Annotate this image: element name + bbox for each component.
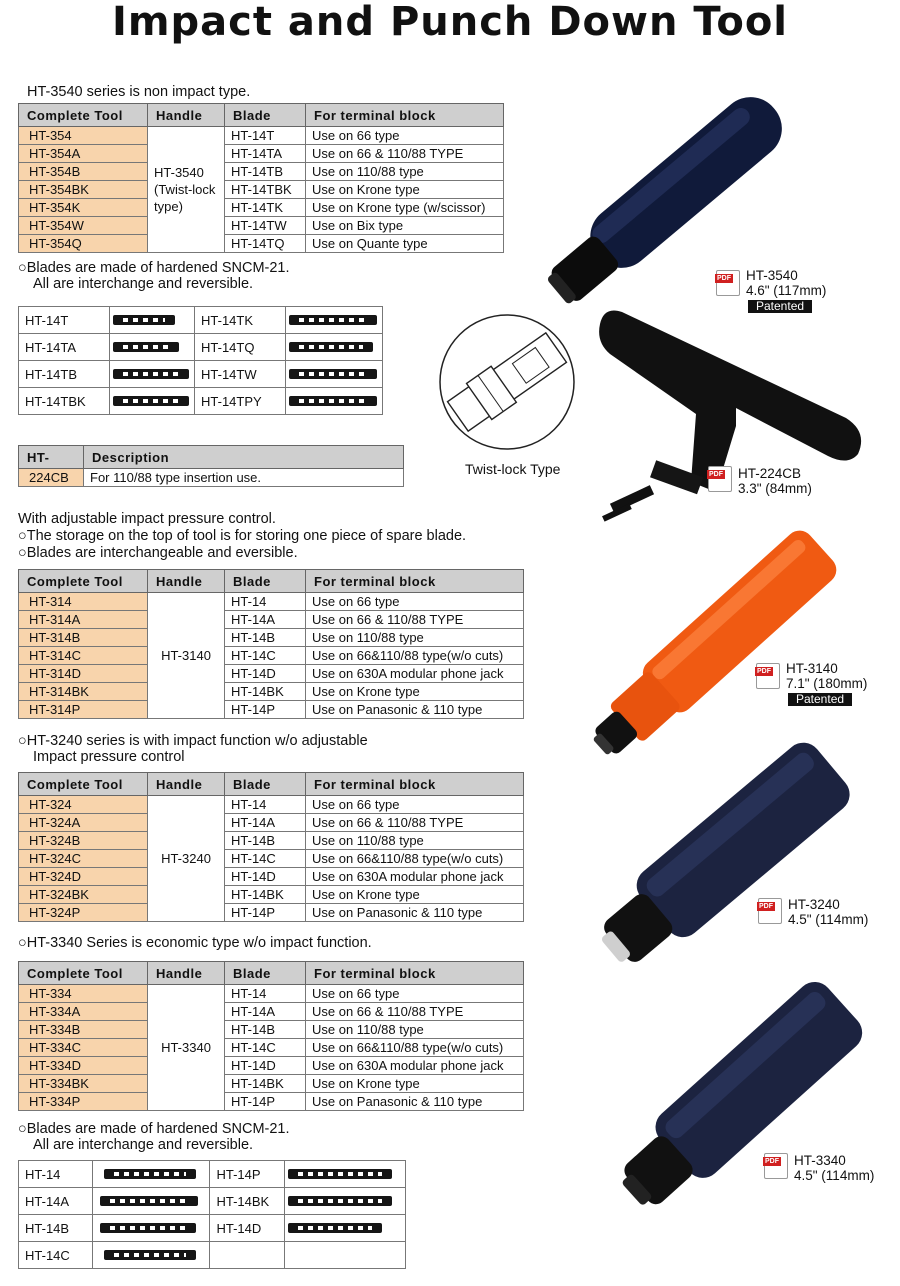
complete-tool-cell: HT-334P: [19, 1093, 148, 1111]
table-ht3540: [18, 103, 504, 253]
blade-cell: HT-14BK: [225, 1075, 306, 1093]
terminal-cell: Use on 66 type: [306, 593, 524, 611]
col-terminal-block: For terminal block: [306, 570, 524, 593]
table-row: [19, 850, 524, 868]
note-line: ○Blades are made of hardened SNCM-21.: [18, 1121, 290, 1137]
blade-cell: HT-14C: [225, 850, 306, 868]
blade-cell: HT-14TW: [225, 217, 306, 235]
col-model: HT-: [19, 446, 84, 469]
complete-tool-cell: HT-334A: [19, 1003, 148, 1021]
table-row: [19, 814, 524, 832]
complete-tool-cell: HT-324P: [19, 904, 148, 922]
complete-tool-cell: HT-324C: [19, 850, 148, 868]
tool-ht224cb-image: [596, 306, 871, 531]
product-name: HT-3340: [794, 1153, 846, 1168]
tool-ht3340-image: [606, 966, 876, 1226]
terminal-cell: Use on 66&110/88 type(w/o cuts): [306, 850, 524, 868]
product-size: 7.1" (180mm): [786, 676, 868, 691]
terminal-cell: Use on 66 & 110/88 TYPE: [306, 1003, 524, 1021]
complete-tool-cell: HT-354K: [19, 199, 148, 217]
complete-tool-cell: HT-334C: [19, 1039, 148, 1057]
complete-tool-cell: HT-354B: [19, 163, 148, 181]
blade-cell: HT-14C: [225, 1039, 306, 1057]
blade-cell: HT-14B: [225, 832, 306, 850]
blade-cell: HT-14A: [225, 814, 306, 832]
product-name: HT-3140: [786, 661, 838, 676]
blade-image: [93, 1215, 210, 1242]
terminal-cell: Use on 110/88 type: [306, 163, 504, 181]
pdf-icon[interactable]: PDF: [758, 898, 782, 924]
complete-tool-cell: HT-314C: [19, 647, 148, 665]
product-size: 3.3" (84mm): [738, 481, 812, 496]
complete-tool-cell: HT-354A: [19, 145, 148, 163]
note-ht3340: ○HT-3340 Series is economic type w/o impact function.: [18, 935, 372, 951]
col-handle: Handle: [148, 570, 225, 593]
handle-cell: HT-3340: [148, 985, 225, 1111]
note-line: ○Blades are made of hardened SNCM-21.: [18, 260, 290, 276]
note-line: With adjustable impact pressure control.: [18, 511, 276, 527]
table-ht3340: [18, 961, 524, 1111]
blade-table-1: [18, 306, 383, 415]
table-row: [19, 1039, 524, 1057]
terminal-cell: Use on 66&110/88 type(w/o cuts): [306, 647, 524, 665]
complete-tool-cell: HT-314A: [19, 611, 148, 629]
blade-cell: HT-14P: [225, 701, 306, 719]
product-size: 4.6" (117mm): [746, 283, 827, 298]
table-row: [19, 361, 383, 388]
product-label-ht3240: [788, 897, 868, 927]
pdf-icon[interactable]: PDF: [716, 270, 740, 296]
complete-tool-cell: HT-314B: [19, 629, 148, 647]
blade-image: [110, 388, 195, 415]
blade-cell: HT-14TBK: [225, 181, 306, 199]
col-blade: Blade: [225, 104, 306, 127]
table-row: [19, 1021, 524, 1039]
blade-name: HT-14A: [19, 1188, 93, 1215]
col-terminal-block: For terminal block: [306, 773, 524, 796]
product-label-ht3140: [786, 661, 867, 706]
terminal-cell: Use on 66 & 110/88 TYPE: [306, 145, 504, 163]
twist-lock-label: Twist-lock Type: [465, 461, 561, 477]
terminal-cell: Use on 66 & 110/88 TYPE: [306, 814, 524, 832]
blade-name: HT-14TBK: [19, 388, 110, 415]
terminal-cell: Use on Krone type: [306, 1075, 524, 1093]
product-name: HT-3540: [746, 268, 798, 283]
blade-name: HT-14C: [19, 1242, 93, 1269]
note-blades-1: [18, 260, 290, 292]
blade-cell: HT-14TK: [225, 199, 306, 217]
blade-image: [284, 1215, 405, 1242]
blade-cell: HT-14D: [225, 665, 306, 683]
complete-tool-cell: HT-324: [19, 796, 148, 814]
complete-tool-cell: HT-354W: [19, 217, 148, 235]
blade-name: HT-14B: [19, 1215, 93, 1242]
blade-image: [110, 361, 195, 388]
handle-cell: HT-3240: [148, 796, 225, 922]
table-row: [19, 1242, 406, 1269]
blade-cell: HT-14A: [225, 611, 306, 629]
table-row: [19, 868, 524, 886]
table-row: [19, 235, 504, 253]
table-row: [19, 1161, 406, 1188]
empty-cell: [284, 1242, 405, 1269]
blade-cell: HT-14BK: [225, 683, 306, 701]
note-line: Impact pressure control: [33, 749, 185, 765]
table-row: [19, 683, 524, 701]
blade-image: [110, 307, 195, 334]
terminal-cell: Use on Bix type: [306, 217, 504, 235]
terminal-cell: Use on 630A modular phone jack: [306, 868, 524, 886]
complete-tool-cell: HT-354Q: [19, 235, 148, 253]
col-description: Description: [84, 446, 404, 469]
col-complete-tool: Complete Tool: [19, 570, 148, 593]
blade-image: [286, 361, 383, 388]
product-label-ht3340: [794, 1153, 874, 1183]
handle-line: (Twist-lock: [154, 182, 216, 197]
col-blade: Blade: [225, 962, 306, 985]
twist-lock-detail-image: [437, 312, 577, 452]
blade-name: HT-14TA: [19, 334, 110, 361]
terminal-cell: Use on Krone type (w/scissor): [306, 199, 504, 217]
patented-badge: Patented: [748, 300, 812, 313]
blade-cell: HT-14TQ: [225, 235, 306, 253]
blade-image: [286, 334, 383, 361]
complete-tool-cell: HT-324D: [19, 868, 148, 886]
terminal-cell: Use on Krone type: [306, 683, 524, 701]
terminal-cell: Use on 66 & 110/88 TYPE: [306, 611, 524, 629]
blade-cell: HT-14B: [225, 1021, 306, 1039]
pdf-icon[interactable]: PDF: [764, 1153, 788, 1179]
table-ht3140: [18, 569, 524, 719]
col-complete-tool: Complete Tool: [19, 104, 148, 127]
table-row: [19, 217, 504, 235]
col-handle: Handle: [148, 104, 225, 127]
blade-image: [286, 388, 383, 415]
terminal-cell: Use on 66&110/88 type(w/o cuts): [306, 1039, 524, 1057]
blade-name: HT-14: [19, 1161, 93, 1188]
complete-tool-cell: HT-334BK: [19, 1075, 148, 1093]
col-terminal-block: For terminal block: [306, 104, 504, 127]
blade-cell: HT-14P: [225, 904, 306, 922]
product-name: HT-224CB: [738, 466, 802, 481]
table-row: [19, 647, 524, 665]
blade-cell: HT-14: [225, 796, 306, 814]
table-row: [19, 127, 504, 145]
table-row: [19, 1093, 524, 1111]
blade-cell: HT-14: [225, 985, 306, 1003]
table-row: [19, 163, 504, 181]
blade-image: [93, 1161, 210, 1188]
col-terminal-block: For terminal block: [306, 962, 524, 985]
table-row: [19, 593, 524, 611]
blade-cell: HT-14T: [225, 127, 306, 145]
blade-image: [284, 1161, 405, 1188]
table-row: [19, 985, 524, 1003]
note-line: All are interchange and reversible.: [33, 276, 254, 292]
table-row: [19, 1057, 524, 1075]
note-line: ○HT-3240 series is with impact function w/o adjustable: [18, 733, 368, 749]
col-complete-tool: Complete Tool: [19, 773, 148, 796]
note-ht3540: HT-3540 series is non impact type.: [27, 84, 251, 100]
complete-tool-cell: HT-324A: [19, 814, 148, 832]
description-cell: For 110/88 type insertion use.: [84, 469, 404, 487]
terminal-cell: Use on Krone type: [306, 886, 524, 904]
blade-cell: HT-14TB: [225, 163, 306, 181]
patented-badge: Patented: [788, 693, 852, 706]
table-row: [19, 611, 524, 629]
table-row: [19, 1188, 406, 1215]
product-size: 4.5" (114mm): [794, 1168, 875, 1183]
blade-image: [93, 1242, 210, 1269]
terminal-cell: Use on 66 type: [306, 985, 524, 1003]
table-row: [19, 796, 524, 814]
blade-cell: HT-14D: [225, 1057, 306, 1075]
complete-tool-cell: HT-334B: [19, 1021, 148, 1039]
table-row: [19, 388, 383, 415]
table-ht3240: [18, 772, 524, 922]
table-row: [19, 701, 524, 719]
complete-tool-cell: HT-314D: [19, 665, 148, 683]
terminal-cell: Use on 110/88 type: [306, 629, 524, 647]
table-row: [19, 886, 524, 904]
col-complete-tool: Complete Tool: [19, 962, 148, 985]
blade-image: [284, 1188, 405, 1215]
blade-image: [93, 1188, 210, 1215]
handle-cell: HT-3140: [148, 593, 225, 719]
blade-cell: HT-14B: [225, 629, 306, 647]
note-line: ○Blades are interchangeable and eversible.: [18, 545, 298, 561]
table-row: [19, 334, 383, 361]
complete-tool-cell: HT-314P: [19, 701, 148, 719]
blade-name: HT-14D: [210, 1215, 284, 1242]
blade-cell: HT-14TA: [225, 145, 306, 163]
terminal-cell: Use on Quante type: [306, 235, 504, 253]
page-title: Impact and Punch Down Tool: [111, 0, 789, 45]
blade-image: [110, 334, 195, 361]
model-cell: 224CB: [19, 469, 84, 487]
col-blade: Blade: [225, 570, 306, 593]
complete-tool-cell: HT-324BK: [19, 886, 148, 904]
blade-image: [286, 307, 383, 334]
terminal-cell: Use on 630A modular phone jack: [306, 665, 524, 683]
product-size: 4.5" (114mm): [788, 912, 869, 927]
blade-name: HT-14TPY: [195, 388, 286, 415]
table-row: [19, 832, 524, 850]
table-row: [19, 469, 404, 487]
terminal-cell: Use on Krone type: [306, 181, 504, 199]
blade-cell: HT-14C: [225, 647, 306, 665]
table-row: [19, 307, 383, 334]
blade-name: HT-14TB: [19, 361, 110, 388]
blade-name: HT-14TW: [195, 361, 286, 388]
blade-table-2: [18, 1160, 406, 1269]
note-ht3240: [18, 733, 368, 765]
blade-name: HT-14TQ: [195, 334, 286, 361]
complete-tool-cell: HT-334D: [19, 1057, 148, 1075]
product-label-ht3540: [746, 268, 826, 313]
terminal-cell: Use on 110/88 type: [306, 832, 524, 850]
blade-cell: HT-14P: [225, 1093, 306, 1111]
terminal-cell: Use on Panasonic & 110 type: [306, 701, 524, 719]
table-row: [19, 629, 524, 647]
blade-name: HT-14P: [210, 1161, 284, 1188]
table-row: [19, 145, 504, 163]
note-line: All are interchange and reversible.: [33, 1137, 254, 1153]
complete-tool-cell: HT-354: [19, 127, 148, 145]
col-blade: Blade: [225, 773, 306, 796]
table-row: [19, 1075, 524, 1093]
blade-cell: HT-14: [225, 593, 306, 611]
table-row: [19, 904, 524, 922]
blade-name: HT-14TK: [195, 307, 286, 334]
tool-ht3140-image: [574, 516, 864, 756]
note-line: ○The storage on the top of tool is for storing one piece of spare blade.: [18, 528, 467, 544]
table-row: [19, 181, 504, 199]
col-handle: Handle: [148, 962, 225, 985]
blade-cell: HT-14D: [225, 868, 306, 886]
product-label-ht224cb: [738, 466, 812, 496]
blade-cell: HT-14BK: [225, 886, 306, 904]
complete-tool-cell: HT-334: [19, 985, 148, 1003]
complete-tool-cell: HT-314: [19, 593, 148, 611]
table-row: [19, 1003, 524, 1021]
empty-cell: [210, 1242, 284, 1269]
terminal-cell: Use on 110/88 type: [306, 1021, 524, 1039]
product-name: HT-3240: [788, 897, 840, 912]
complete-tool-cell: HT-314BK: [19, 683, 148, 701]
table-row: [19, 665, 524, 683]
table-ht224cb: [18, 445, 404, 487]
terminal-cell: Use on 630A modular phone jack: [306, 1057, 524, 1075]
handle-line: type): [154, 199, 183, 214]
tool-ht3240-image: [584, 726, 864, 986]
pdf-icon[interactable]: PDF: [756, 663, 780, 689]
pdf-icon[interactable]: PDF: [708, 466, 732, 492]
complete-tool-cell: HT-324B: [19, 832, 148, 850]
col-handle: Handle: [148, 773, 225, 796]
table-row: [19, 1215, 406, 1242]
terminal-cell: Use on Panasonic & 110 type: [306, 1093, 524, 1111]
table-row: [19, 199, 504, 217]
note-blades-2: [18, 1121, 290, 1153]
terminal-cell: Use on 66 type: [306, 796, 524, 814]
blade-cell: HT-14A: [225, 1003, 306, 1021]
terminal-cell: Use on 66 type: [306, 127, 504, 145]
blade-name: HT-14BK: [210, 1188, 284, 1215]
blade-name: HT-14T: [19, 307, 110, 334]
note-ht3140: [18, 511, 466, 561]
handle-line: HT-3540: [154, 165, 204, 180]
terminal-cell: Use on Panasonic & 110 type: [306, 904, 524, 922]
handle-cell: [148, 127, 225, 253]
complete-tool-cell: HT-354BK: [19, 181, 148, 199]
